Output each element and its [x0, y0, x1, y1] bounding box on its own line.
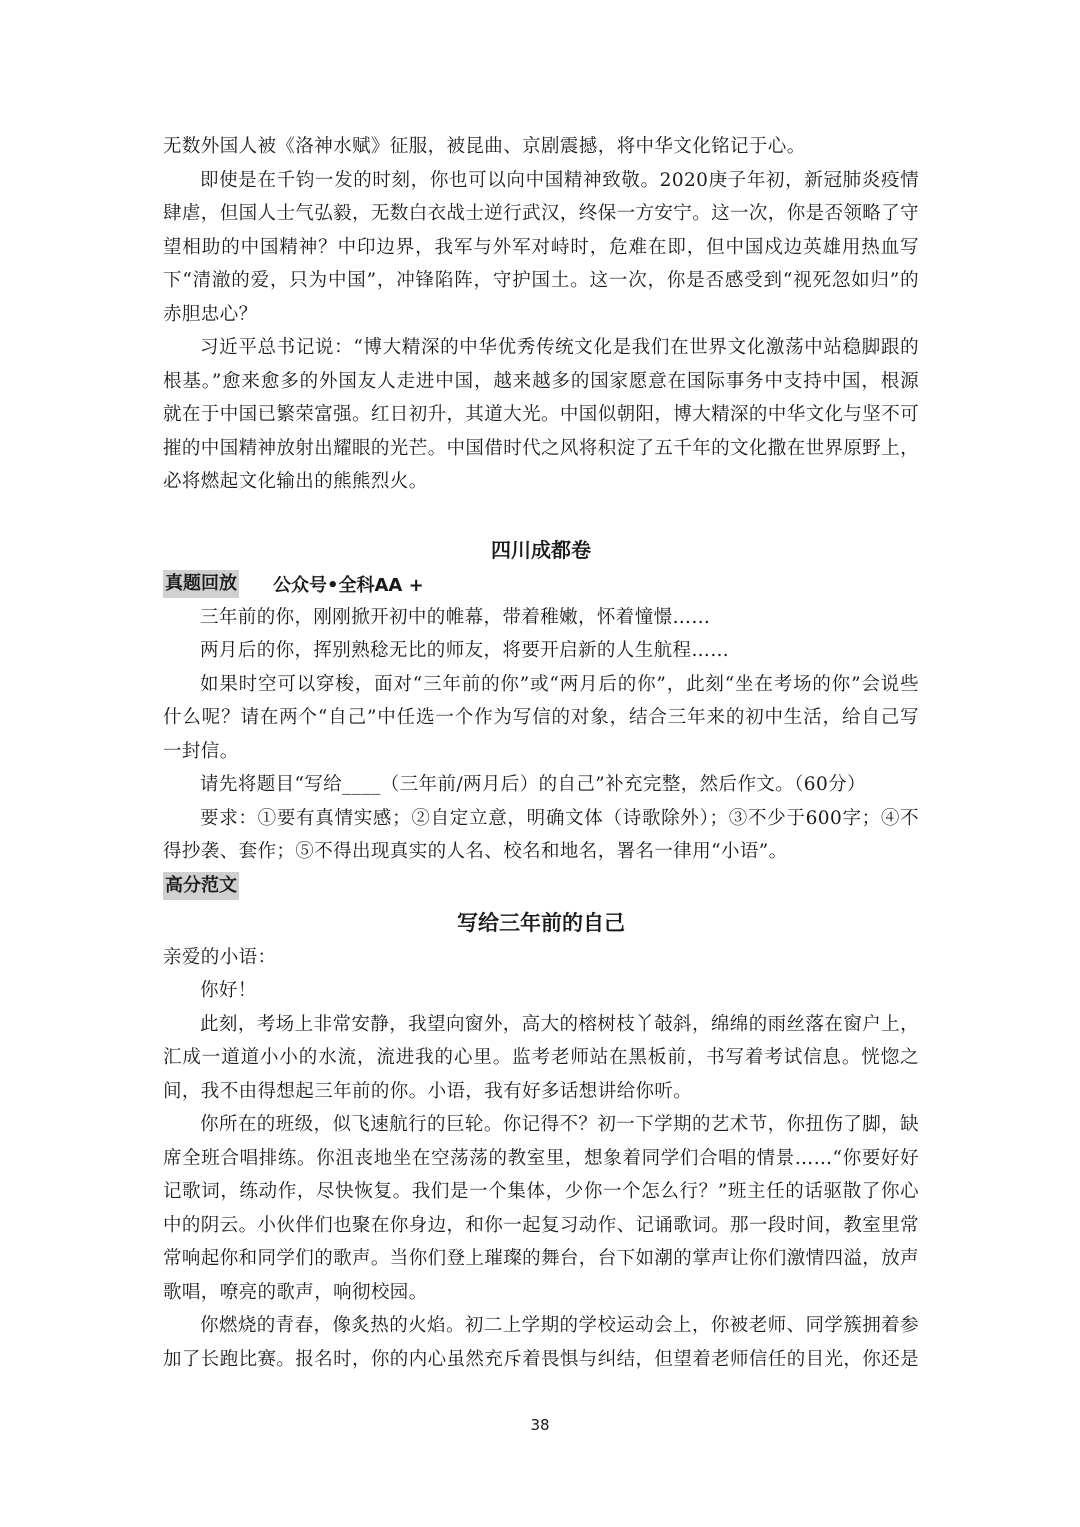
question-line: 三年前的你，刚刚掀开初中的帷幕，带着稚嫩，怀着憧憬……: [200, 606, 711, 628]
question-requirements: 要求：①要有真情实感；②自定立意，明确文体（诗歌除外）；③不少于600字；④不得抄袭、套作；⑤不得出现真实的人名、校名和地名，署名一律用“小语”。: [163, 807, 919, 862]
question-label: 真题回放: [163, 570, 239, 598]
section-title: 四川成都卷: [491, 537, 591, 562]
question-line: 两月后的你，挥别熟稔无比的师友，将要开启新的人生航程……: [200, 640, 730, 661]
paragraph: 即使是在千钧一发的时刻，你也可以向中国精神致敬。2020庚子年初，新冠肺炎疫情肆虐，但国人士气弘毅，无数白衣战士逆行武汉，终保一方安宁。这一次，你是否领略了守望相助的中国精神？中印边界，我军与外军对峙时，危难在即，但中国戍边英雄用热血写下“清澈的爱，只为中国”，冲锋陷阵，守护国土。这一次，你是否感受到“视死忽如归”的赤胆忠心？: [163, 169, 920, 325]
paragraph: 习近平总书记说：“博大精深的中华优秀传统文化是我们在世界文化激荡中站稳脚跟的根基。”愈来愈多的外国友人走进中国，越来越多的国家愿意在国际事务中支持中国，根源就在于中国已繁荣富强。红日初升，其道大光。中国似朝阳，博大精深的中华文化与坚不可摧的中国精神放射出耀眼的光芒。中国借时代之风将积淀了五千年的文化撒在世界原野上，必将燃起文化输出的熊熊烈火。: [163, 337, 920, 492]
essay-greeting: 你好！: [200, 980, 257, 1001]
question-label-row: [163, 567, 919, 601]
essay-paragraph: 你燃烧的青春，像炙热的火焰。初二上学期的学校运动会上，你被老师、同学簇拥着参加了长跑比赛。报名时，你的内心虽然充斥着畏惧与纠结，但望着老师信任的目光，你还是: [163, 1315, 920, 1370]
paragraph-continuation: 无数外国人被《洛神水赋》征服，被昆曲、京剧震撼，将中华文化铭记于心。: [163, 136, 806, 157]
essay-paragraph: 你所在的班级，似飞速航行的巨轮。你记得不？初一下学期的艺术节，你扭伤了脚，缺席全班合唱排练。你沮丧地坐在空荡荡的教室里，想象着同学们合唱的情景……“你要好好记歌词，练动作，尽快恢复。我们是一个集体，少你一个怎么行？”班主任的话驱散了你心中的阴云。小伙伴们也聚在你身边，和你一起复习动作、记诵歌词。那一段时间，教室里常常响起你和同学们的歌声。当你们登上璀璨的舞台，台下如潮的掌声让你们激情四溢，放声歌唱，嘹亮的歌声，响彻校园。: [163, 1114, 920, 1303]
question-instruction: 请先将题目“写给____（三年前/两月后）的自己”补充完整，然后作文。（60分）: [200, 774, 866, 795]
essay-paragraph: 此刻，考场上非常安静，我望向窗外，高大的榕树枝丫攲斜，绵绵的雨丝落在窗户上，汇成一道道小小的水流，流进我的心里。监考老师站在黑板前，书写着考试信息。恍惚之间，我不由得想起三年前的你。小语，我有好多话想讲给你听。: [163, 1013, 919, 1102]
essay-salutation: 亲爱的小语：: [163, 946, 277, 968]
page-content: [163, 130, 919, 1376]
question-prompt: 如果时空可以穿梭，面对“三年前的你”或“两月后的你”，此刻“坐在考场的你”会说些什么呢？请在两个“自己”中任选一个作为写信的对象，结合三年来的初中生活，给自己写一封信。: [163, 673, 919, 762]
essay-label: 高分范文: [163, 872, 239, 900]
essay-label-row: [163, 869, 919, 903]
page-number: 38: [530, 1416, 550, 1434]
watermark-text: 公众号•全科AA +: [273, 574, 424, 596]
essay-title: 写给三年前的自己: [457, 910, 625, 935]
